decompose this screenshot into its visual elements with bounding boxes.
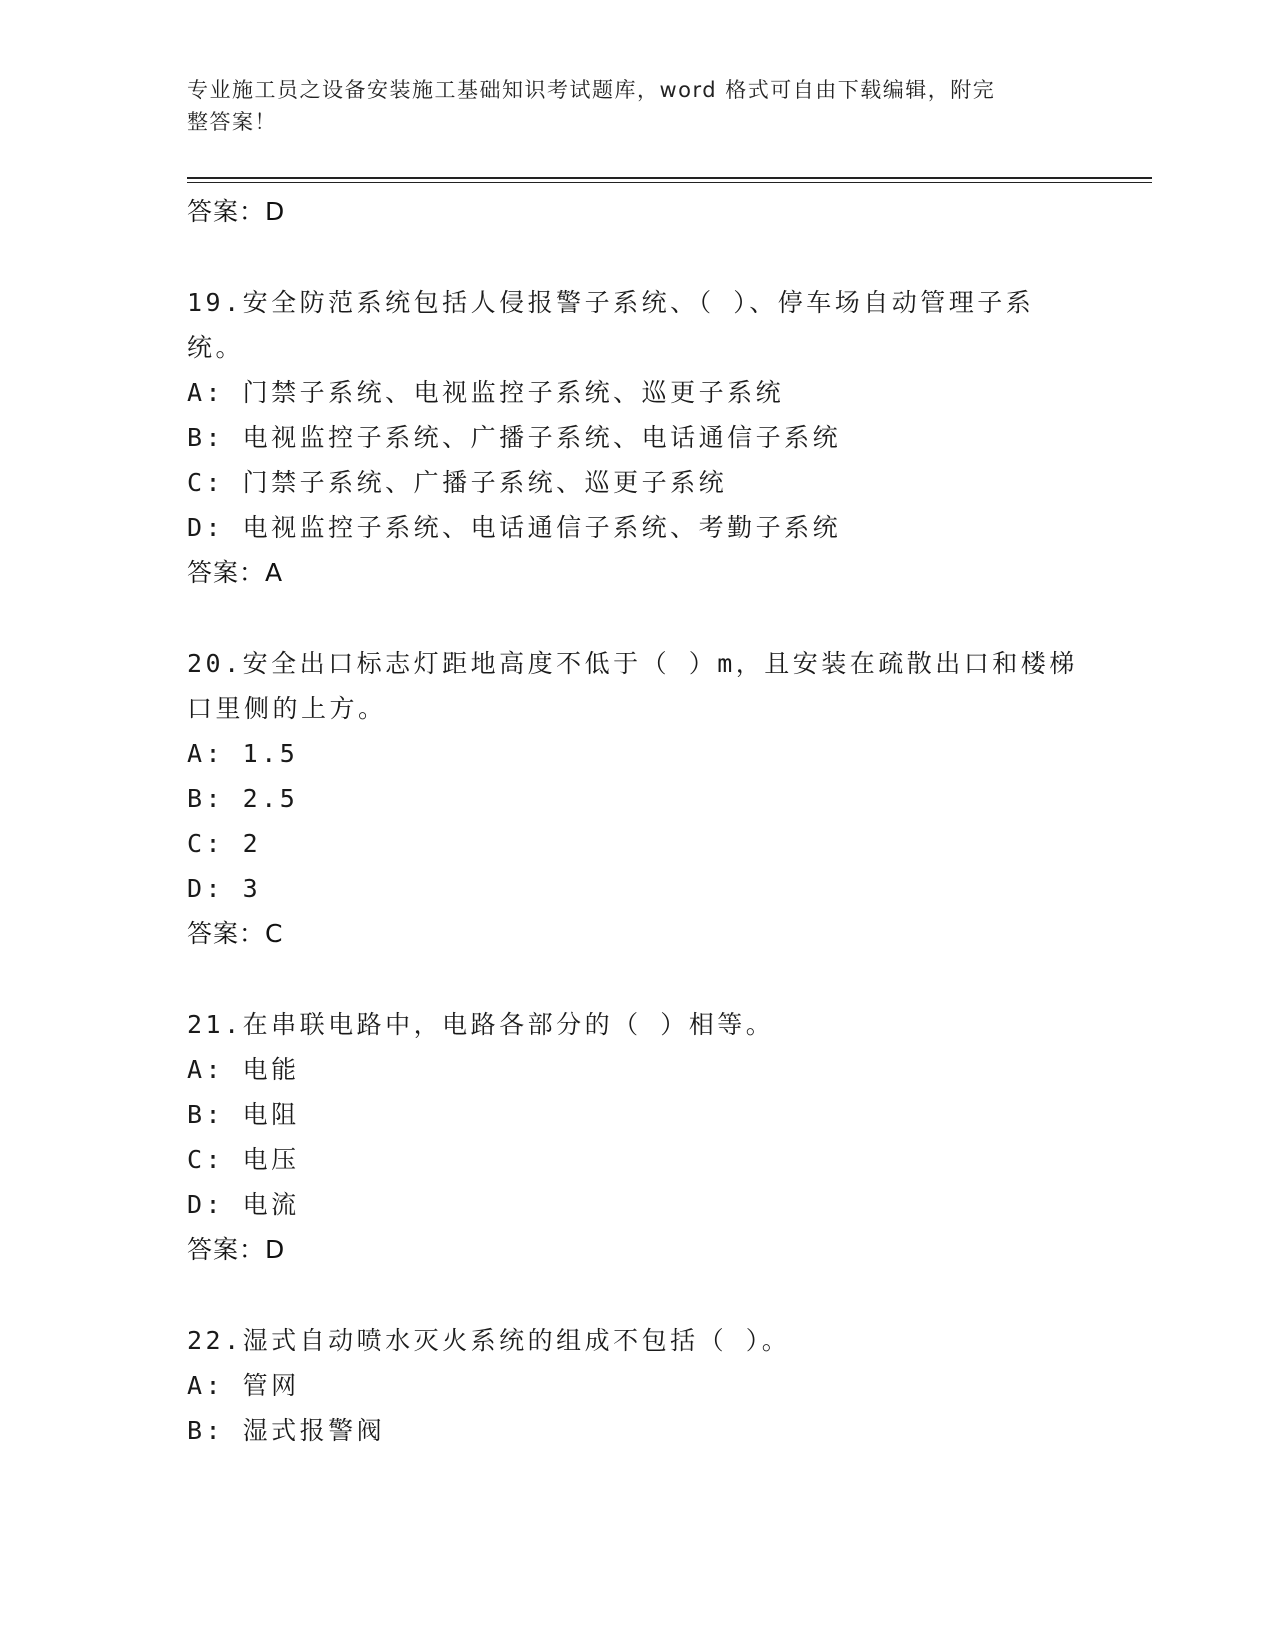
question-20-option-a: A: 1.5 xyxy=(187,739,299,768)
question-list xyxy=(187,189,1087,1498)
question-20-option-d: D: 3 xyxy=(187,874,262,903)
question-21-option-a: A: 电能 xyxy=(187,1055,300,1084)
question-20-option-c: C: 2 xyxy=(187,829,262,858)
question-21-text-line-1: 21.在串联电路中，电路各部分的（ ）相等。 xyxy=(187,1010,775,1039)
question-19-option-c: C: 门禁子系统、广播子系统、巡更子系统 xyxy=(187,468,728,497)
header-note-line-2: 整答案！ xyxy=(187,110,277,134)
question-21-option-c: C: 电压 xyxy=(187,1145,300,1174)
previous-answer: 答案：D xyxy=(187,197,286,226)
question-20-text-line-1: 20.安全出口标志灯距地高度不低于（ ）m，且安装在疏散出口和楼梯 xyxy=(187,649,1078,678)
question-19-answer: 答案：A xyxy=(187,558,284,587)
header-note-line-1: 专业施工员之设备安装施工基础知识考试题库，word 格式可自由下载编辑，附完 xyxy=(187,78,996,102)
question-21 xyxy=(187,1002,1087,1273)
question-20-option-b: B: 2.5 xyxy=(187,784,299,813)
question-20-text-line-2: 口里侧的上方。 xyxy=(187,694,387,723)
question-22-text-line-1: 22.湿式自动喷水灭火系统的组成不包括（ ）。 xyxy=(187,1326,791,1355)
question-20-answer: 答案：C xyxy=(187,919,284,948)
question-19-option-b: B: 电视监控子系统、广播子系统、电话通信子系统 xyxy=(187,423,842,452)
question-22-option-b: B: 湿式报警阀 xyxy=(187,1416,386,1445)
header-divider-thin xyxy=(187,182,1152,183)
question-19-option-a: A: 门禁子系统、电视监控子系统、巡更子系统 xyxy=(187,378,785,407)
question-19-text-line-1: 19.安全防范系统包括人侵报警子系统、（ ）、停车场自动管理子系 xyxy=(187,288,1035,317)
question-19-text-line-2: 统。 xyxy=(187,333,245,362)
question-19 xyxy=(187,280,1087,596)
question-22 xyxy=(187,1318,1087,1453)
question-20 xyxy=(187,641,1087,957)
question-22-option-a: A: 管网 xyxy=(187,1371,300,1400)
question-21-option-b: B: 电阻 xyxy=(187,1100,300,1129)
header-note xyxy=(187,74,1067,138)
question-19-option-d: D: 电视监控子系统、电话通信子系统、考勤子系统 xyxy=(187,513,842,542)
question-21-option-d: D: 电流 xyxy=(187,1190,300,1219)
header-divider-thick xyxy=(187,177,1152,179)
question-21-answer: 答案：D xyxy=(187,1235,286,1264)
